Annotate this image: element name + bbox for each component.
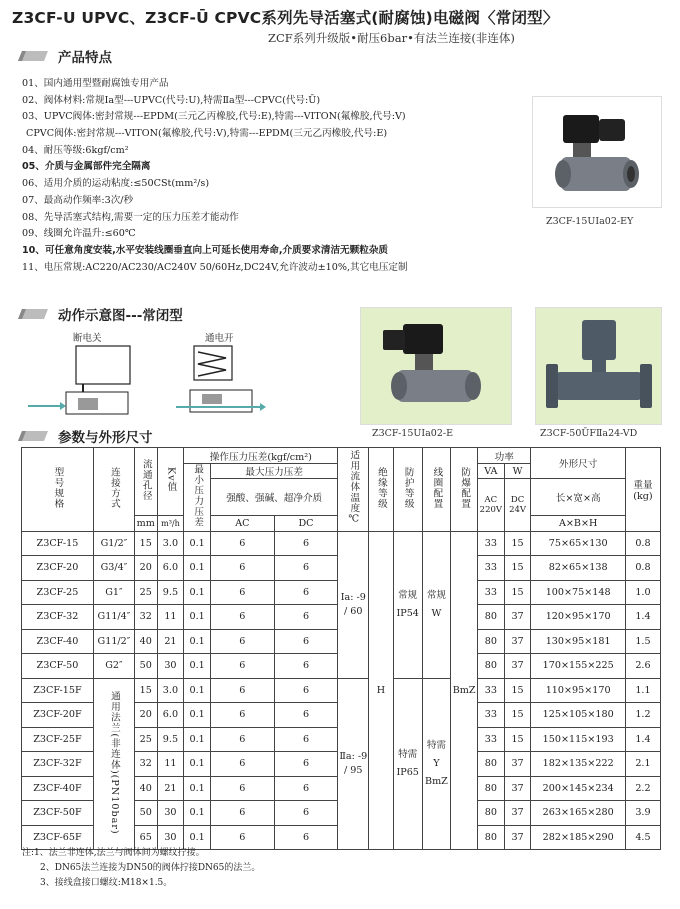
col-header-ac220: AC 220V — [478, 479, 505, 531]
section-bar-icon — [18, 51, 48, 61]
table-row: Z3CF-15F 通用法兰(非连体)(PN10bar) 15 3.0 0.1 6 6 Ⅱa: -9 / 95 特需 IP65 特需 Y BmZ 33 15 110×95×170 1.1 — [22, 678, 661, 703]
diagram-on-label: 通电开 — [205, 333, 234, 344]
col-header-dim-sub2: A×B×H — [531, 515, 626, 531]
col-header-temp: 适用流体温度℃ — [338, 448, 369, 532]
coil-cell-top: 常规 W — [422, 531, 451, 678]
section-diagram-label: 动作示意图---常闭型 — [58, 308, 183, 324]
table-row: Z3CF-40F 40 21 0.1 6 6 80 37 200×145×234 2.2 — [22, 776, 661, 801]
protection-cell-bottom: 特需 IP65 — [393, 678, 422, 850]
col-header-ac: AC — [210, 515, 274, 531]
col-header-coil: 线圈配置 — [422, 448, 451, 532]
valve-image — [536, 308, 661, 424]
footnote: 注:1、法兰非连体,法兰与阀体间为螺纹拧接。 — [22, 848, 205, 858]
spec-table — [21, 447, 661, 850]
feature-item: 08、先导活塞式结构,需要一定的压力压差才能动作 — [22, 211, 239, 223]
col-header-w: W — [504, 464, 531, 479]
table-row: Z3CF-15 G1/2″ 15 3.0 0.1 6 6 Ⅰa: -9 / 60 H 常规 IP54 常规 W BmZ 33 15 75×65×130 0.8 — [22, 531, 661, 556]
col-header-pressure: 操作压力压差(kgf/cm²) — [184, 448, 338, 464]
col-header-dimensions: 外形尺寸 — [531, 448, 626, 479]
connection-flange-cell: 通用法兰(非连体)(PN10bar) — [93, 678, 134, 850]
table-row: Z3CF-25 G1″ 25 9.5 0.1 6 6 33 15 100×75×148 1.0 — [22, 580, 661, 605]
col-header-insulation: 绝缘等级 — [369, 448, 394, 532]
product-photo-2 — [360, 307, 512, 425]
feature-item: 09、线圈允许温升:≤60℃ — [22, 228, 136, 240]
valve-image — [533, 97, 661, 207]
feature-item: 02、阀体材料:常规Ia型---UPVC(代号:U),特需Ⅱa型---CPVC(代号:Ū) — [22, 94, 321, 106]
photo-3-caption: Z3CF-50ŪFⅡa24-VD — [540, 428, 638, 439]
table-row: Z3CF-40 G11/2″ 40 21 0.1 6 6 80 37 130×95×181 1.5 — [22, 629, 661, 654]
page-subtitle: ZCF系列升级版•耐压6bar•有法兰连接(非连体) — [268, 31, 515, 45]
photo-2-caption: Z3CF-15UIa02-E — [372, 428, 454, 439]
diagram-open-icon — [176, 344, 266, 422]
insulation-cell: H — [369, 531, 394, 850]
col-header-weight: 重量(kg) — [625, 448, 660, 532]
protection-cell-top: 常规 IP54 — [393, 531, 422, 678]
explosion-cell: BmZ — [451, 531, 478, 850]
footnotes — [22, 846, 260, 891]
section-specs-heading — [18, 426, 153, 446]
table-row: Z3CF-25F 25 9.5 0.1 6 6 33 15 150×115×193 1.4 — [22, 727, 661, 752]
valve-image — [361, 308, 511, 424]
col-header-bore: 流通孔径 — [134, 448, 157, 516]
section-features-label: 产品特点 — [58, 50, 112, 66]
feature-list — [22, 76, 408, 276]
col-header-dc: DC — [274, 515, 338, 531]
table-row: Z3CF-50F 50 30 0.1 6 6 80 37 263×165×280 3.9 — [22, 801, 661, 826]
footnote: 2、DN65法兰连接为DN50的阀体拧接DN65的法兰。 — [40, 863, 261, 873]
temp-cell-bottom: Ⅱa: -9 / 95 — [338, 678, 369, 850]
col-header-connection: 连接方式 — [93, 448, 134, 532]
table-row: Z3CF-65F 65 30 0.1 6 6 80 37 282×185×290 4.5 — [22, 825, 661, 850]
feature-item: 10、可任意角度安装,水平安装线圈垂直向上可延长使用寿命,介质要求清洁无颗粒杂质 — [22, 244, 389, 256]
feature-item: CPVC阀体:密封常规---VITON(氟橡胶,代号:V),特需---EPDM(三元乙丙橡胶,代号:E) — [26, 128, 388, 140]
table-row: Z3CF-20F 20 6.0 0.1 6 6 33 15 125×105×180 1.2 — [22, 703, 661, 728]
coil-cell-bottom: 特需 Y BmZ — [422, 678, 451, 850]
page-title: Z3CF-U UPVC、Z3CF-Ū CPVC系列先导活塞式(耐腐蚀)电磁阀〈常闭型〉 — [12, 9, 559, 27]
col-header-dim-sub: 长×宽×高 — [531, 479, 626, 515]
col-header-protection: 防护等级 — [393, 448, 422, 532]
product-photo-1 — [532, 96, 662, 208]
feature-item: 05、介质与金属部件完全隔离 — [22, 161, 151, 173]
col-header-kv: Kv值 — [157, 448, 184, 516]
col-header-kv-unit: m³/h — [157, 515, 184, 531]
feature-item: 11、电压常规:AC220/AC230/AC240V 50/60Hz,DC24V,允许波动±10%,其它电压定制 — [22, 261, 408, 273]
col-header-model: 型号规格 — [22, 448, 94, 532]
feature-item: 06、适用介质的运动粘度:≤50CSt(mm²/s) — [22, 178, 210, 190]
section-specs-label: 参数与外形尺寸 — [58, 430, 153, 446]
feature-item: 04、耐压等级:6kgf/cm² — [22, 144, 129, 156]
col-header-max: 最大压力压差 — [210, 464, 337, 479]
temp-cell-top: Ⅰa: -9 / 60 — [338, 531, 369, 678]
product-photo-3 — [535, 307, 662, 425]
table-row: Z3CF-20 G3/4″ 20 6.0 0.1 6 6 33 15 82×65×138 0.8 — [22, 556, 661, 581]
col-header-dc24: DC 24V — [504, 479, 531, 531]
footnote: 3、接线盒接口螺纹:M18×1.5。 — [40, 878, 173, 888]
col-header-min: 最小压力压差 — [184, 464, 211, 532]
section-diagram-heading — [18, 304, 183, 324]
diagram-off-label: 断电关 — [73, 333, 102, 344]
table-row: Z3CF-50 G2″ 50 30 0.1 6 6 80 37 170×155×225 2.6 — [22, 654, 661, 679]
col-header-explosion: 防爆配置 — [451, 448, 478, 532]
col-header-bore-unit: mm — [134, 515, 157, 531]
col-header-max-sub: 强酸、强碱、超净介质 — [210, 479, 337, 515]
photo-1-caption: Z3CF-15UIa02-EY — [546, 216, 634, 227]
section-bar-icon — [18, 431, 48, 441]
section-features-heading — [18, 46, 112, 66]
feature-item: 07、最高动作频率:3次/秒 — [22, 194, 134, 206]
table-row: Z3CF-32F 32 11 0.1 6 6 80 37 182×135×222 2.1 — [22, 752, 661, 777]
col-header-power: 功率 — [478, 448, 531, 464]
section-bar-icon — [18, 309, 48, 319]
diagram-closed-icon — [28, 344, 138, 422]
col-header-va: VA — [478, 464, 505, 479]
table-row: Z3CF-32 G11/4″ 32 11 0.1 6 6 80 37 120×95×170 1.4 — [22, 605, 661, 630]
feature-item: 03、UPVC阀体:密封常规---EPDM(三元乙丙橡胶,代号:E),特需---VITON(氟橡胶,代号:V) — [22, 111, 406, 123]
feature-item: 01、国内通用型暨耐腐蚀专用产品 — [22, 78, 169, 89]
